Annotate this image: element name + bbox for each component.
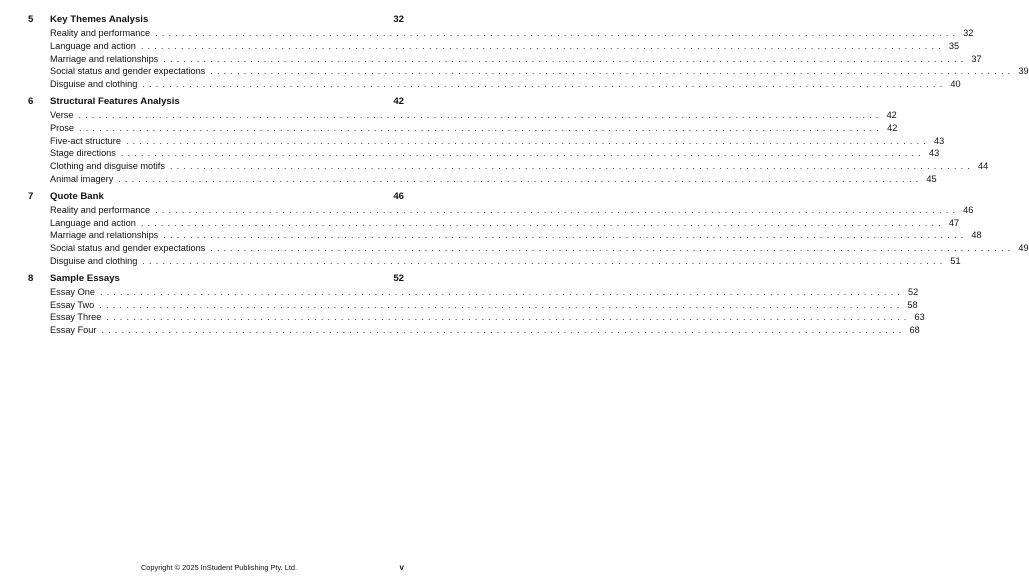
entry-title: Five-act structure [50, 135, 121, 146]
toc-entry[interactable] [28, 286, 919, 299]
entry-page-number: 68 [909, 325, 920, 336]
toc-entry[interactable] [28, 78, 961, 91]
entry-title: Reality and performance [50, 28, 151, 38]
toc-entry[interactable] [28, 217, 960, 230]
entry-title: Language and action [50, 217, 136, 228]
entry-title: Stage directions [50, 148, 116, 159]
toc-section [28, 190, 1029, 268]
entry-page-number: 43 [934, 135, 945, 146]
toc-entry[interactable] [28, 40, 960, 53]
toc-section [28, 272, 925, 337]
entry-title: Social status and gender expectations [50, 66, 206, 77]
entry-title: Animal imagery [50, 173, 114, 184]
section-page-number: 52 [393, 272, 404, 284]
dot-leader: ........................................................................................................................ [142, 255, 947, 266]
entry-title: Essay Three [50, 312, 102, 323]
dot-leader: ........................................................................................................................ [101, 325, 906, 336]
page-number: v [399, 563, 404, 572]
section-number: 6 [28, 95, 34, 107]
entry-title: Disguise and clothing [50, 255, 138, 266]
dot-leader: ........................................................................................................................ [140, 40, 945, 51]
toc-entry[interactable] [28, 27, 974, 40]
toc-entry[interactable] [28, 229, 982, 242]
dot-leader: ........................................................................................................................ [140, 217, 945, 228]
entry-page-number: 39 [1018, 66, 1029, 77]
toc-entry[interactable] [28, 65, 1029, 78]
entry-page-number: 45 [926, 173, 937, 184]
table-of-contents [28, 13, 1029, 341]
entry-page-number: 58 [907, 299, 918, 310]
toc-entry[interactable] [28, 173, 937, 186]
entry-title: Prose [50, 122, 75, 133]
toc-section [28, 95, 989, 186]
section-number: 5 [28, 14, 34, 25]
toc-entry[interactable] [28, 135, 945, 148]
entry-page-number: 42 [887, 122, 898, 133]
section-heading[interactable] [28, 272, 404, 286]
section-number: 7 [28, 190, 34, 202]
section-heading[interactable] [28, 190, 404, 204]
dot-leader: ........................................................................................................................ [210, 66, 1015, 77]
entry-page-number: 44 [977, 161, 989, 172]
entry-title: Marriage and relationships [50, 53, 159, 64]
dot-leader: ........................................................................................................................ [155, 204, 960, 215]
section-heading[interactable] [28, 13, 404, 27]
entry-page-number: 48 [971, 230, 982, 241]
toc-entry[interactable] [28, 122, 898, 135]
dot-leader: ........................................................................................................................ [169, 161, 974, 172]
dot-leader: ........................................................................................................................ [99, 299, 904, 310]
entry-page-number: 47 [948, 217, 960, 228]
section-page-number: 32 [393, 14, 404, 25]
entry-title: Verse [50, 109, 74, 120]
section-title: Structural Features Analysis [50, 95, 180, 107]
entry-page-number: 63 [914, 312, 925, 323]
entry-page-number: 37 [971, 53, 982, 64]
dot-leader: ........................................................................................................................ [79, 122, 884, 133]
toc-entry[interactable] [28, 255, 961, 268]
entry-title: Essay Four [50, 325, 97, 336]
dot-leader: ........................................................................................................................ [163, 230, 968, 241]
entry-page-number: 32 [963, 28, 974, 38]
entry-title: Marriage and relationships [50, 230, 159, 241]
section-title: Key Themes Analysis [50, 14, 149, 25]
toc-entry[interactable] [28, 204, 974, 217]
entry-title: Clothing and disguise motifs [50, 161, 165, 172]
toc-entry[interactable] [28, 311, 925, 324]
entry-page-number: 46 [963, 204, 974, 215]
dot-leader: ........................................................................................................................ [120, 148, 925, 159]
dot-leader: ........................................................................................................................ [118, 173, 923, 184]
section-title: Quote Bank [50, 190, 104, 202]
section-title: Sample Essays [50, 272, 120, 284]
section-page-number: 46 [393, 190, 404, 202]
section-heading[interactable] [28, 95, 404, 109]
dot-leader: ........................................................................................................................ [125, 135, 931, 146]
entry-page-number: 51 [950, 255, 961, 266]
entry-page-number: 40 [950, 79, 961, 90]
toc-entry[interactable] [28, 299, 918, 312]
toc-entry[interactable] [28, 147, 940, 160]
dot-leader: ........................................................................................................................ [142, 79, 947, 90]
toc-entry[interactable] [28, 324, 920, 337]
section-number: 8 [28, 272, 34, 284]
toc-entry[interactable] [28, 53, 982, 66]
entry-page-number: 52 [908, 286, 919, 297]
entry-title: Social status and gender expectations [50, 243, 206, 254]
toc-entry[interactable] [28, 160, 989, 173]
entry-title: Language and action [50, 40, 136, 51]
dot-leader: ........................................................................................................................ [106, 312, 911, 323]
toc-entry[interactable] [28, 109, 897, 122]
entry-page-number: 43 [928, 148, 940, 159]
entry-title: Reality and performance [50, 204, 151, 215]
dot-leader: ........................................................................................................................ [99, 286, 904, 297]
entry-title: Essay One [50, 286, 95, 297]
entry-page-number: 49 [1018, 243, 1029, 254]
copyright-notice: Copyright © 2025 InStudent Publishing Pty. Ltd. [140, 563, 298, 572]
toc-section [28, 13, 1029, 91]
dot-leader: ........................................................................................................................ [78, 109, 883, 120]
page-footer [0, 563, 438, 575]
dot-leader: ........................................................................................................................ [163, 53, 968, 64]
entry-page-number: 35 [948, 40, 960, 51]
section-page-number: 42 [393, 95, 404, 107]
dot-leader: ........................................................................................................................ [155, 28, 960, 38]
toc-entry[interactable] [28, 242, 1029, 255]
entry-title: Disguise and clothing [50, 79, 138, 90]
entry-title: Essay Two [50, 299, 95, 310]
entry-page-number: 42 [886, 109, 897, 120]
dot-leader: ........................................................................................................................ [210, 243, 1015, 254]
